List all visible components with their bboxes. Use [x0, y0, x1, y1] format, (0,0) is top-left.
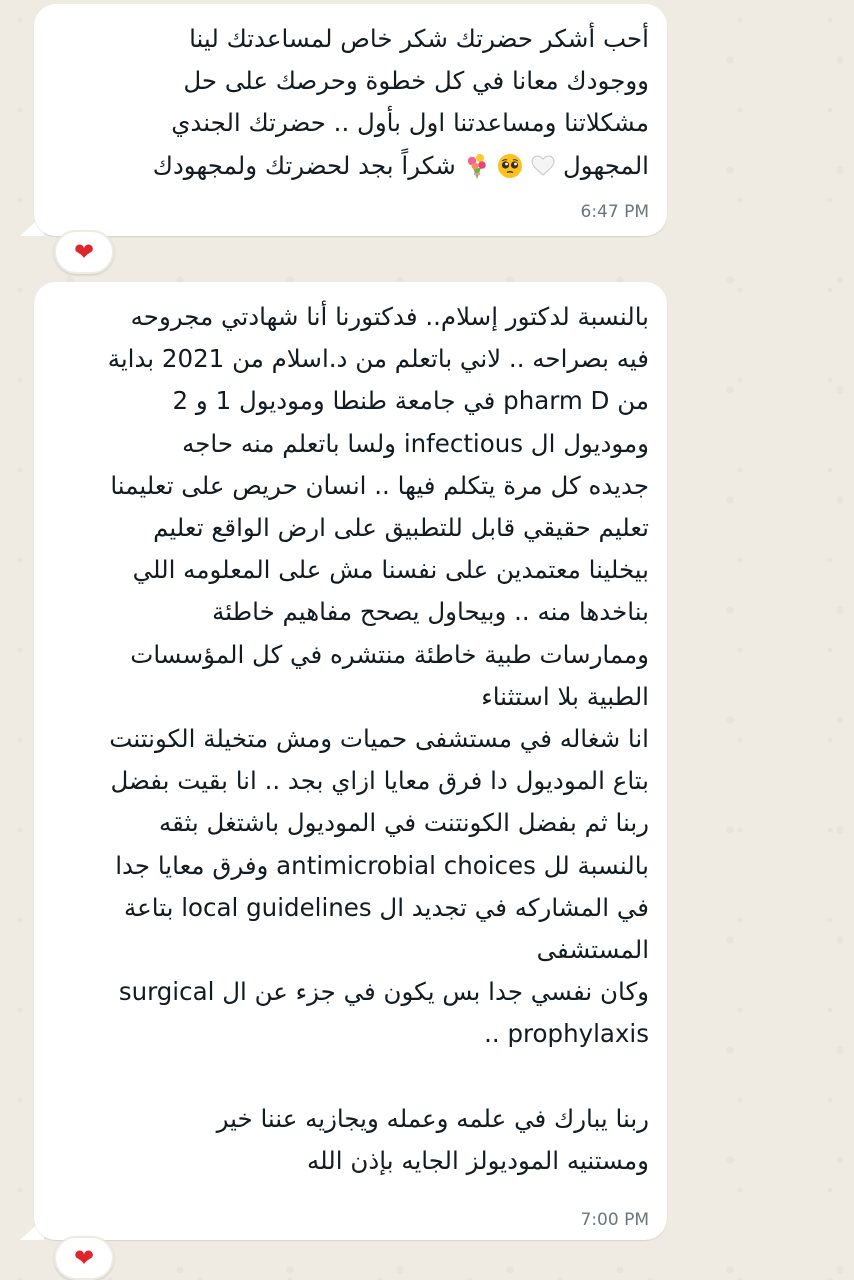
- message-text: [52, 18, 649, 187]
- message-bubble[interactable]: [34, 4, 667, 236]
- message-line: بتاع الموديول دا فرق معايا ازاي بجد .. انا بقيت بفضل: [110, 766, 649, 796]
- reaction-badge[interactable]: [54, 1236, 114, 1280]
- message-line: أحب أشكر حضرتك شكر خاص لمساعدتك لينا: [189, 24, 649, 53]
- message-line: وموديول ال infectious ولسا باتعلم منه حاجه: [182, 428, 649, 458]
- message-line-blank: [52, 1056, 649, 1098]
- message-line: في المشاركه في تجديد ال local guidelines بتاعة: [124, 892, 649, 922]
- message-line: prophylaxis ..: [484, 1019, 649, 1049]
- message-timestamp: 6:47 PM: [580, 202, 649, 222]
- red-heart-icon: ❤: [73, 1244, 95, 1272]
- message-line: المستشفى: [536, 935, 649, 965]
- message-line: بناخدها منه .. وبيحاول يصحح مفاهيم خاطئة: [212, 597, 649, 627]
- message-line: جديده كل مرة يتكلم فيها .. انسان حريص على تعليمنا: [110, 470, 649, 500]
- message-line: من pharm D في جامعة طنطا وموديول 1 و 2: [172, 386, 649, 416]
- bouquet-icon: [464, 151, 490, 179]
- message-line: تعليم حقيقي قابل للتطبيق على ارض الواقع تعليم: [153, 513, 649, 543]
- message-line: ربنا ثم بفضل الكونتنت في الموديول باشتغل بثقه: [158, 808, 649, 838]
- message-line-part: شكراً بجد لحضرتك ولمجهودك: [152, 150, 456, 180]
- message-line: مشكلاتنا ومساعدتنا اول بأول .. حضرتك الجندي: [171, 108, 649, 138]
- message-line: وممارسات طبية خاطئة منتشره في كل المؤسسات: [130, 639, 649, 669]
- message-line: ووجودك معانا في كل خطوة وحرصك على حل: [183, 66, 649, 96]
- message-timestamp: 7:00 PM: [580, 1210, 649, 1230]
- message-line-with-emoji: [52, 145, 649, 187]
- pleading-face-icon: [497, 150, 523, 176]
- message-line-part: المجهول: [562, 150, 649, 180]
- message-line: فيه بصراحه .. لاني باتعلم من د.اسلام من 2021 بداية: [107, 344, 649, 374]
- message-line: انا شغاله في مستشفى حميات ومش متخيلة الكونتنت: [109, 724, 649, 754]
- message-text: [52, 296, 649, 1182]
- message-line: بالنسبة لدكتور إسلام.. فدكتورنا أنا شهادتي مجروحه: [130, 302, 649, 331]
- message-line: بيخلينا معتمدين على نفسنا مش على المعلومه اللي: [132, 555, 649, 585]
- message-line: وكان نفسي جدا بس يكون في جزء عن ال surgical: [118, 977, 649, 1007]
- message-line: الطبية بلا استثناء: [481, 681, 649, 711]
- white-heart-icon: [531, 148, 555, 170]
- message-line: ربنا يبارك في علمه وعمله ويجازيه عننا خير: [216, 1103, 649, 1133]
- red-heart-icon: ❤: [73, 238, 95, 266]
- reaction-badge[interactable]: [54, 230, 114, 274]
- message-line: ومستنيه الموديولز الجايه بإذن الله: [307, 1146, 649, 1176]
- message-bubble[interactable]: [34, 282, 667, 1240]
- message-line: بالنسبة لل antimicrobial choices وفرق معايا جدا: [115, 850, 649, 880]
